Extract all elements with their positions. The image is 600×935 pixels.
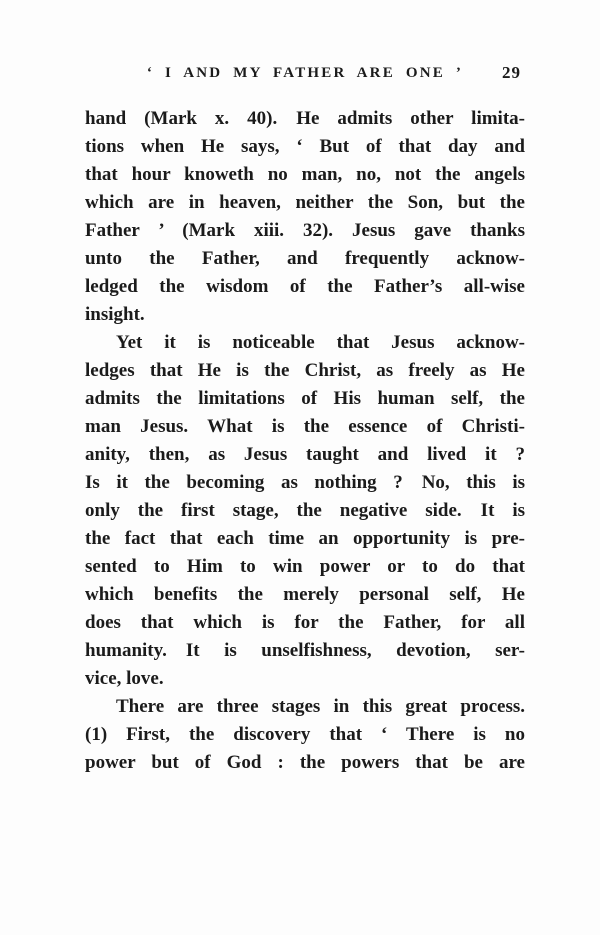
text-line: only the first stage, the negative side. It is	[85, 500, 525, 521]
text-line: (1) First, the discovery that ‘ There is no	[85, 724, 525, 745]
text-line: Is it the becoming as nothing ? No, this is	[85, 472, 525, 493]
text-line: sented to Him to win power or to do that	[85, 556, 525, 577]
text-line: Father ’ (Mark xiii. 32). Jesus gave thanks	[85, 220, 525, 241]
text-line: insight.	[85, 304, 145, 325]
paragraph	[85, 693, 525, 777]
text-line: that hour knoweth no man, no, not the angels	[85, 164, 525, 185]
text-line: which are in heaven, neither the Son, but the	[85, 192, 525, 213]
text-line: anity, then, as Jesus taught and lived it ?	[85, 444, 525, 465]
body-text	[85, 105, 525, 777]
text-line: hand (Mark x. 40). He admits other limita-	[85, 108, 525, 129]
text-line: Yet it is noticeable that Jesus acknow-	[116, 332, 525, 353]
running-head	[85, 64, 525, 88]
page-number: 29	[502, 63, 521, 82]
text-line: admits the limitations of His human self, the	[85, 388, 525, 409]
text-line: power but of God : the powers that be are	[85, 752, 525, 773]
text-line: ledged the wisdom of the Father’s all-wise	[85, 276, 525, 297]
text-line: ledges that He is the Christ, as freely as He	[85, 360, 525, 381]
paragraph	[85, 105, 525, 329]
text-line: There are three stages in this great process.	[116, 696, 525, 717]
text-line: humanity. It is unselfishness, devotion, ser-	[85, 640, 525, 661]
text-line: tions when He says, ‘ But of that day and	[85, 136, 525, 157]
text-line: the fact that each time an opportunity is pre-	[85, 528, 525, 549]
chapter-title: ‘ I AND MY FATHER ARE ONE ’	[146, 65, 464, 81]
paragraph	[85, 329, 525, 693]
text-line: vice, love.	[85, 668, 164, 689]
text-line: man Jesus. What is the essence of Christi-	[85, 416, 525, 437]
text-line: unto the Father, and frequently acknow-	[85, 248, 525, 269]
text-line: which benefits the merely personal self, He	[85, 584, 525, 605]
text-line: does that which is for the Father, for all	[85, 612, 525, 633]
